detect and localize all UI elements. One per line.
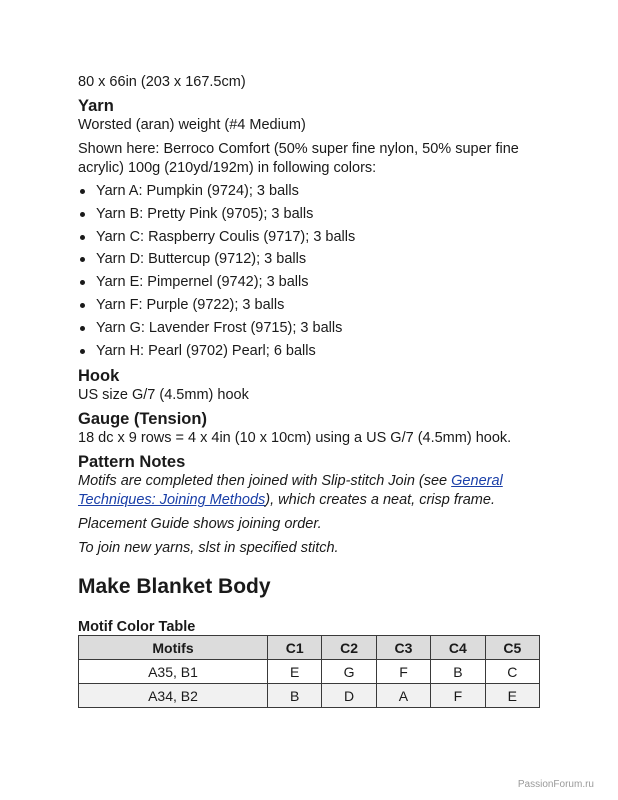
yarn-shown-here: Shown here: Berroco Comfort (50% super fine nylon, 50% super fine acrylic) 100g (210yd/192m) in following colors: bbox=[78, 141, 519, 176]
column-header-c1: C1 bbox=[268, 636, 322, 660]
finished-size: 80 x 66in (203 x 167.5cm) bbox=[78, 74, 246, 90]
list-item: Yarn D: Buttercup (9712); 3 balls bbox=[78, 248, 548, 271]
hook-text: US size G/7 (4.5mm) hook bbox=[78, 387, 249, 404]
list-item: Yarn A: Pumpkin (9724); 3 balls bbox=[78, 180, 548, 203]
table-cell: F bbox=[431, 684, 485, 708]
table-cell: E bbox=[485, 684, 539, 708]
bullet-icon bbox=[80, 326, 85, 331]
table-header-row bbox=[79, 636, 540, 660]
list-item: Yarn F: Purple (9722); 3 balls bbox=[78, 294, 548, 317]
pattern-note-placement: Placement Guide shows joining order. bbox=[78, 516, 322, 533]
table-cell: C bbox=[485, 660, 539, 684]
bullet-icon bbox=[80, 212, 85, 217]
table-cell: E bbox=[268, 660, 322, 684]
table-cell: F bbox=[376, 660, 430, 684]
pattern-note-joining: Motifs are completed then joined with Slip-stitch Join (see General Techniques: Joining Methods), which creates a neat, crisp frame. bbox=[78, 473, 503, 509]
column-header-motifs: Motifs bbox=[79, 636, 268, 660]
gauge-text: 18 dc x 9 rows = 4 x 4in (10 x 10cm) using a US G/7 (4.5mm) hook. bbox=[78, 430, 512, 447]
table-row bbox=[79, 684, 540, 708]
bullet-icon bbox=[80, 303, 85, 308]
bullet-icon bbox=[80, 257, 85, 262]
column-header-c2: C2 bbox=[322, 636, 376, 660]
gauge-heading: Gauge (Tension) bbox=[78, 410, 207, 429]
table-cell: B bbox=[268, 684, 322, 708]
table-cell: D bbox=[322, 684, 376, 708]
yarn-heading: Yarn bbox=[78, 97, 114, 115]
table-cell: A35, B1 bbox=[79, 660, 268, 684]
section-title: Make Blanket Body bbox=[78, 575, 271, 598]
table-row bbox=[79, 660, 540, 684]
bullet-icon bbox=[80, 280, 85, 285]
yarn-color-list bbox=[78, 180, 548, 362]
watermark: PassionForum.ru bbox=[517, 779, 594, 790]
table-caption: Motif Color Table bbox=[78, 619, 196, 635]
pattern-note-new-yarns: To join new yarns, slst in specified stitch. bbox=[78, 540, 339, 557]
list-item: Yarn C: Raspberry Coulis (9717); 3 balls bbox=[78, 226, 548, 249]
pattern-notes-heading: Pattern Notes bbox=[78, 453, 186, 472]
column-header-c3: C3 bbox=[376, 636, 430, 660]
list-item: Yarn H: Pearl (9702) Pearl; 6 balls bbox=[78, 340, 548, 363]
pattern-details bbox=[78, 72, 548, 558]
yarn-weight: Worsted (aran) weight (#4 Medium) bbox=[78, 117, 306, 133]
hook-heading: Hook bbox=[78, 367, 120, 386]
motif-color-table bbox=[78, 635, 540, 708]
bullet-icon bbox=[80, 349, 85, 354]
table-cell: B bbox=[431, 660, 485, 684]
list-item: Yarn B: Pretty Pink (9705); 3 balls bbox=[78, 203, 548, 226]
list-item: Yarn G: Lavender Frost (9715); 3 balls bbox=[78, 317, 548, 340]
table-cell: A34, B2 bbox=[79, 684, 268, 708]
bullet-icon bbox=[80, 235, 85, 240]
column-header-c5: C5 bbox=[485, 636, 539, 660]
table-cell: A bbox=[376, 684, 430, 708]
joining-methods-link[interactable]: General Techniques: Joining Methods bbox=[78, 473, 503, 509]
bullet-icon bbox=[80, 189, 85, 194]
list-item: Yarn E: Pimpernel (9742); 3 balls bbox=[78, 271, 548, 294]
column-header-c4: C4 bbox=[431, 636, 485, 660]
table-cell: G bbox=[322, 660, 376, 684]
